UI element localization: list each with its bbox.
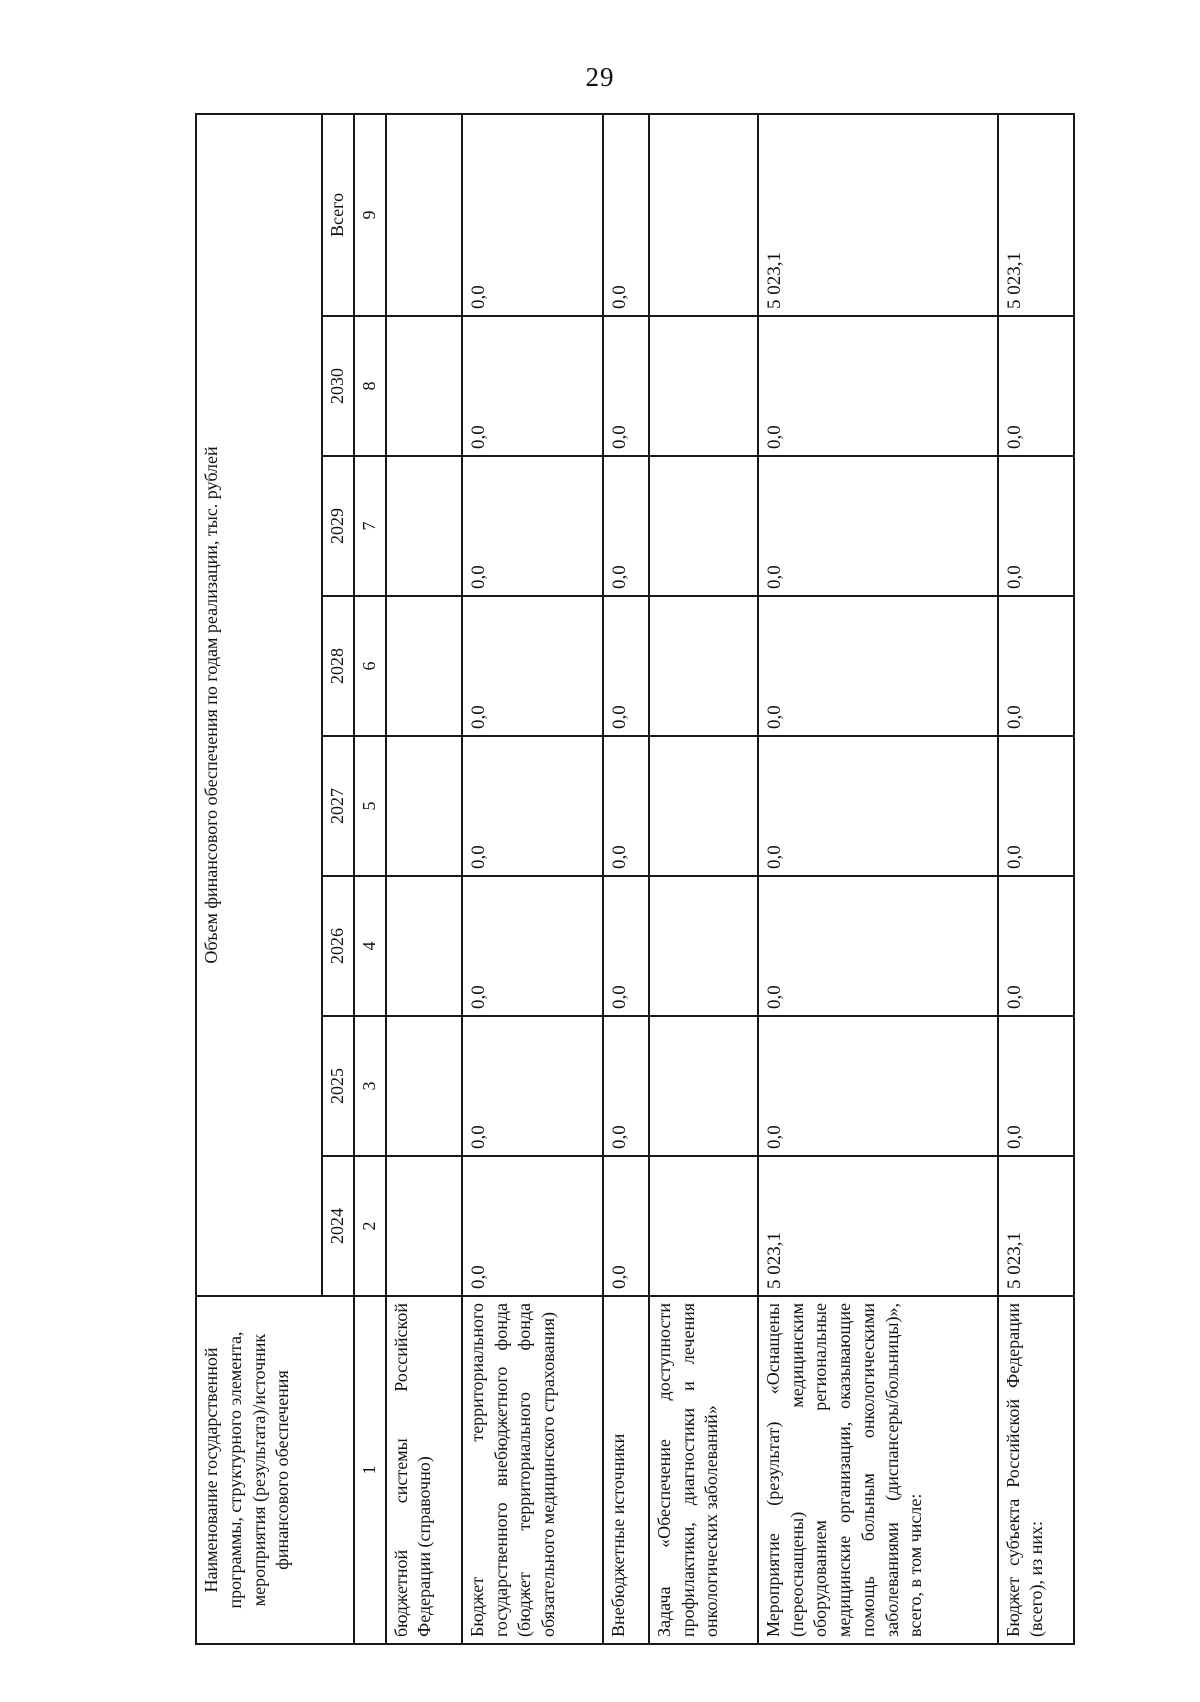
column-number: 5 <box>354 736 386 876</box>
row-value-total <box>386 114 462 316</box>
row-value: 0,0 <box>758 736 998 876</box>
row-value-total: 5 023,1 <box>998 114 1074 316</box>
row-value <box>649 1016 758 1156</box>
column-number: 1 <box>354 1296 386 1644</box>
row-value: 0,0 <box>462 876 604 1016</box>
column-number: 4 <box>354 876 386 1016</box>
table-rotated-container <box>195 115 1075 1645</box>
row-value: 5 023,1 <box>758 1156 998 1296</box>
row-value <box>649 736 758 876</box>
column-number: 2 <box>354 1156 386 1296</box>
financing-table <box>195 113 1075 1645</box>
row-value-total: 5 023,1 <box>758 114 998 316</box>
row-value: 0,0 <box>462 736 604 876</box>
row-value: 0,0 <box>603 596 648 736</box>
row-name: Мероприятие (результат) «Оснащены (переоснащены) медицинским оборудованием региональные медицинские организации, оказывающие помощь больным онкологическими заболеваниями (диспансеры/больницы)», всего, в том числе: <box>758 1296 998 1644</box>
column-number: 3 <box>354 1016 386 1156</box>
row-name: Внебюджетные источники <box>603 1296 648 1644</box>
page-number: 29 <box>585 62 615 92</box>
row-name: Бюджет территориального государственного внебюджетного фонда (бюджет территориального фонда обязательного медицинского страхования) <box>462 1296 604 1644</box>
header-total: Всего <box>322 114 354 316</box>
header-year: 2029 <box>322 456 354 596</box>
header-row-title <box>196 114 322 1644</box>
header-name-column: Наименование государственной программы, структурного элемента, мероприятия (результата)/источник финансового обеспечения <box>196 1296 354 1644</box>
row-value: 0,0 <box>758 876 998 1016</box>
row-value <box>386 456 462 596</box>
row-value <box>649 1156 758 1296</box>
row-value: 0,0 <box>603 876 648 1016</box>
header-year: 2026 <box>322 876 354 1016</box>
row-name: бюджетной системы Российской Федерации (справочно) <box>386 1296 462 1644</box>
header-year: 2030 <box>322 316 354 456</box>
table-row <box>603 114 648 1644</box>
row-value: 0,0 <box>603 316 648 456</box>
row-name: Бюджет субъекта Российской Федерации (всего), из них: <box>998 1296 1074 1644</box>
table-rotation-frame <box>195 115 1075 1645</box>
table-row <box>386 114 462 1644</box>
row-value-total: 0,0 <box>462 114 604 316</box>
row-value: 0,0 <box>603 456 648 596</box>
row-value <box>649 596 758 736</box>
row-value <box>386 736 462 876</box>
row-value: 0,0 <box>998 876 1074 1016</box>
row-value <box>386 1016 462 1156</box>
table-row <box>758 114 998 1644</box>
header-year: 2024 <box>322 1156 354 1296</box>
row-value <box>386 596 462 736</box>
row-value: 0,0 <box>998 316 1074 456</box>
row-value <box>386 1156 462 1296</box>
row-value: 0,0 <box>998 596 1074 736</box>
row-value <box>649 316 758 456</box>
row-value-total: 0,0 <box>603 114 648 316</box>
row-value <box>386 316 462 456</box>
header-row-column-numbers <box>354 114 386 1644</box>
header-volume-title: Объем финансового обеспечения по годам реализации, тыс. рублей <box>196 114 322 1296</box>
table-row <box>462 114 604 1644</box>
row-value: 0,0 <box>603 736 648 876</box>
row-name: Задача «Обеспечение доступности профилактики, диагностики и лечения онкологических заболеваний» <box>649 1296 758 1644</box>
table-row <box>998 114 1074 1644</box>
header-year: 2027 <box>322 736 354 876</box>
row-value <box>386 876 462 1016</box>
row-value: 0,0 <box>462 1016 604 1156</box>
row-value: 0,0 <box>758 316 998 456</box>
row-value: 0,0 <box>758 1016 998 1156</box>
column-number: 8 <box>354 316 386 456</box>
row-value: 0,0 <box>998 736 1074 876</box>
header-year: 2025 <box>322 1016 354 1156</box>
row-value: 0,0 <box>462 456 604 596</box>
row-value: 0,0 <box>462 596 604 736</box>
row-value: 0,0 <box>462 316 604 456</box>
column-number: 9 <box>354 114 386 316</box>
column-number: 7 <box>354 456 386 596</box>
row-value: 0,0 <box>758 596 998 736</box>
header-year: 2028 <box>322 596 354 736</box>
row-value: 0,0 <box>998 456 1074 596</box>
row-value: 0,0 <box>758 456 998 596</box>
column-number: 6 <box>354 596 386 736</box>
row-value-total <box>649 114 758 316</box>
row-value: 0,0 <box>603 1016 648 1156</box>
row-value <box>649 456 758 596</box>
table-row <box>649 114 758 1644</box>
row-value <box>649 876 758 1016</box>
row-value: 0,0 <box>603 1156 648 1296</box>
row-value: 0,0 <box>462 1156 604 1296</box>
row-value: 0,0 <box>998 1016 1074 1156</box>
row-value: 5 023,1 <box>998 1156 1074 1296</box>
